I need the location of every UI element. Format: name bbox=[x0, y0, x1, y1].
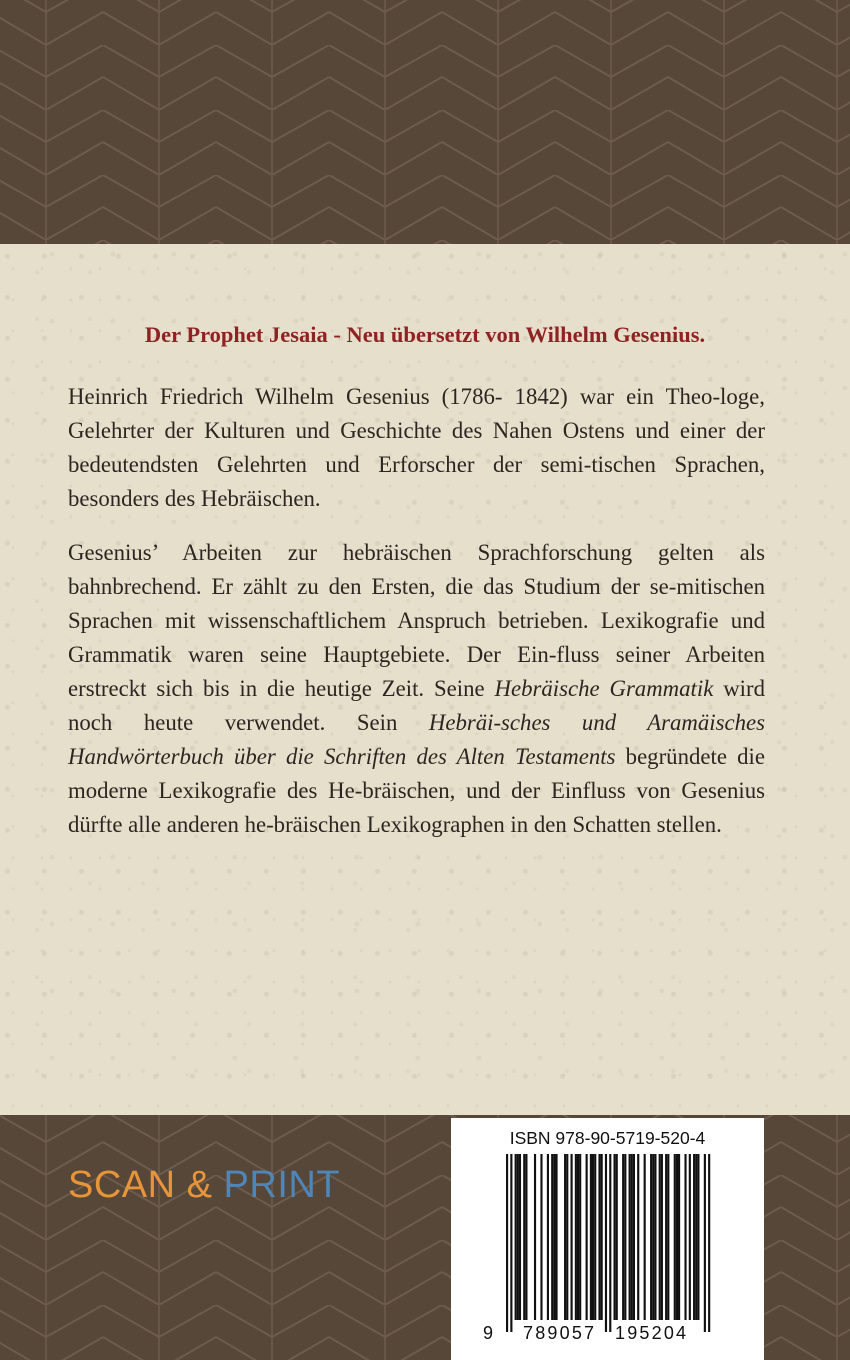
barcode-bar bbox=[525, 1154, 527, 1320]
top-pattern-band bbox=[0, 0, 850, 244]
title-grammatik: Hebräische Grammatik bbox=[494, 676, 714, 701]
barcode-bar bbox=[594, 1154, 596, 1320]
barcode-bar bbox=[629, 1154, 631, 1320]
barcode-bar bbox=[566, 1154, 568, 1320]
isbn-label: ISBN 978-90-5719-520-4 bbox=[509, 1128, 706, 1148]
barcode-bar bbox=[684, 1154, 686, 1320]
barcode-bar bbox=[665, 1154, 667, 1320]
barcode-bar bbox=[551, 1154, 553, 1320]
barcode-bar bbox=[693, 1154, 695, 1320]
publisher-logo: SCAN & PRINT bbox=[68, 1164, 341, 1206]
barcode-bar bbox=[631, 1154, 633, 1320]
barcode-bar bbox=[506, 1154, 508, 1332]
barcode-bar bbox=[579, 1154, 581, 1320]
barcode-bar bbox=[697, 1154, 699, 1320]
barcode-bar bbox=[592, 1154, 594, 1320]
barcode-bar bbox=[540, 1154, 542, 1320]
barcode-bar bbox=[622, 1154, 624, 1320]
barcode-panel bbox=[451, 1118, 764, 1360]
barcode-bar bbox=[519, 1154, 521, 1320]
barcode-bar bbox=[571, 1154, 573, 1320]
barcode-bar bbox=[598, 1154, 600, 1320]
barcode-bar bbox=[624, 1154, 626, 1320]
barcode-digits-right: 195204 bbox=[615, 1323, 689, 1343]
barcode-bar bbox=[654, 1154, 656, 1320]
barcode-bar bbox=[633, 1154, 635, 1320]
barcode-bar bbox=[609, 1154, 611, 1332]
barcode-bar bbox=[674, 1154, 676, 1320]
barcode-bar bbox=[577, 1154, 579, 1320]
barcode-bar bbox=[605, 1154, 607, 1332]
barcode-bar bbox=[553, 1154, 555, 1320]
barcode-bar bbox=[590, 1154, 592, 1320]
barcode-bar bbox=[586, 1154, 588, 1320]
barcode-bar bbox=[652, 1154, 654, 1320]
barcode-bar bbox=[704, 1154, 706, 1332]
barcode-bar bbox=[534, 1154, 536, 1320]
barcode-bar bbox=[575, 1154, 577, 1320]
barcode-bar bbox=[601, 1154, 603, 1320]
barcode-bar bbox=[678, 1154, 680, 1320]
barcode-bar bbox=[689, 1154, 691, 1320]
barcode bbox=[506, 1154, 711, 1332]
barcode-bar bbox=[510, 1154, 512, 1332]
barcode-bar bbox=[555, 1154, 557, 1320]
barcode-bar bbox=[547, 1154, 549, 1320]
barcode-bar bbox=[614, 1154, 616, 1320]
blurb-paragraph-1: Heinrich Friedrich Wilhelm Gesenius (1786- 1842) war ein Theo-loge, Gelehrter der Kulturen und Geschichte des Nahen Ostens und einer der bedeutendsten Gelehrten und Erforscher der semi-tischen Sprachen, besonders des Hebräischen. bbox=[68, 384, 765, 511]
blurb-paragraph-2: Gesenius’ Arbeiten zur hebräischen Sprachforschung gelten als bahnbrechend. Er zählt zu den Ersten, die das Studium der se-mitischen Sprachen mit wissenschaftlichem Anspruch betrieben. Lexikografie und Grammatik waren seine Hauptgebiete. Der Ein-fluss seiner Arbeiten erstreckt sich bis in die heutige Zeit. Seine Hebräische Grammatik wird noch heute verwendet. Sein Hebräi-sches und Aramäisches Handwörterbuch über die Schriften des Alten Testaments begründete die moderne Lexikografie des He-bräischen, und der Einfluss von Gesenius dürfte alle anderen he-bräischen Lexikographen in den Schatten stellen. bbox=[68, 540, 765, 837]
barcode-bar bbox=[616, 1154, 618, 1320]
barcode-bar bbox=[676, 1154, 678, 1320]
title-handwoerterbuch: Hebräi-sches und Aramäisches Handwörterbuch über die Schriften des Alten Testaments bbox=[68, 710, 765, 769]
barcode-bar bbox=[517, 1154, 519, 1320]
barcode-bar bbox=[564, 1154, 566, 1320]
barcode-bar bbox=[644, 1154, 646, 1320]
barcode-bar bbox=[637, 1154, 639, 1320]
chevron-pattern-top bbox=[0, 0, 850, 244]
barcode-bar bbox=[667, 1154, 669, 1320]
book-title: Der Prophet Jesaia - Neu übersetzt von Wilhelm Gesenius. bbox=[144, 322, 706, 347]
barcode-digits-left: 789057 bbox=[523, 1323, 597, 1343]
barcode-bar bbox=[695, 1154, 697, 1320]
barcode-bar bbox=[515, 1154, 517, 1320]
barcode-bar bbox=[661, 1154, 663, 1320]
barcode-bar bbox=[650, 1154, 652, 1320]
barcode-bar bbox=[659, 1154, 661, 1320]
barcode-bar bbox=[523, 1154, 525, 1320]
blurb-text bbox=[68, 380, 765, 862]
barcode-digit-lead: 9 bbox=[483, 1323, 494, 1343]
barcode-bar bbox=[708, 1154, 710, 1332]
